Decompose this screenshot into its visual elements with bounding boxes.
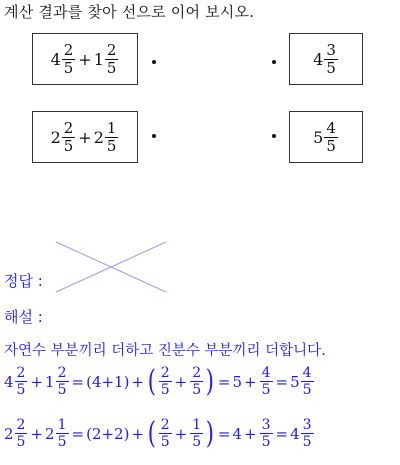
whole-number: 1: [93, 49, 104, 69]
right-connect-dot-1[interactable]: [272, 60, 276, 64]
fraction: $\frac{2}{5}$: [63, 118, 74, 155]
question-instruction: 계산 결과를 찾아 선으로 이어 보시오.: [4, 3, 255, 21]
explanation-equation-1: 4 $\frac{2}{5}$ + 1 $\frac{2}{5}$ = (4+1) + ( $\frac{2}{5}$ + $\frac{2}{5}$ ) = 5 + $\frac{4}{5}$ = 5 $\frac{4}{5}$: [4, 363, 312, 399]
right-answer-box-1[interactable]: [289, 33, 363, 85]
explanation-equation-2: 2 $\frac{2}{5}$ + 2 $\frac{1}{5}$ = (2+2) + ( $\frac{2}{5}$ + $\frac{1}{5}$ ) = 4 + $\frac{3}{5}$ = 4 $\frac{3}{5}$: [4, 415, 312, 451]
fraction: $\frac{1}{5}$: [106, 118, 117, 155]
right-answer-box-2[interactable]: [289, 111, 363, 163]
left-expression-box-2[interactable]: [32, 111, 138, 163]
whole-number: 2: [93, 127, 104, 147]
fraction: $\frac{4}{5}$: [326, 118, 336, 155]
fraction: $\frac{3}{5}$: [326, 40, 336, 77]
plus-sign: +: [78, 49, 92, 69]
explanation-label: 해설 :: [4, 308, 43, 326]
plus-sign: +: [78, 127, 92, 147]
right-connect-dot-2[interactable]: [272, 134, 276, 138]
whole-number: 2: [50, 127, 61, 147]
whole-number: 5: [313, 127, 324, 147]
answer-label: 정답 :: [4, 272, 43, 290]
whole-number: 4: [313, 49, 324, 69]
whole-number: 4: [50, 49, 61, 69]
explanation-text: 자연수 부분끼리 더하고 진분수 부분끼리 더합니다.: [4, 343, 326, 359]
answer-cross-lines: [50, 238, 170, 296]
left-connect-dot-2[interactable]: [152, 134, 156, 138]
left-expression-box-1[interactable]: [32, 33, 138, 85]
fraction: $\frac{2}{5}$: [106, 40, 117, 77]
fraction: $\frac{2}{5}$: [63, 40, 74, 77]
left-connect-dot-1[interactable]: [152, 60, 156, 64]
